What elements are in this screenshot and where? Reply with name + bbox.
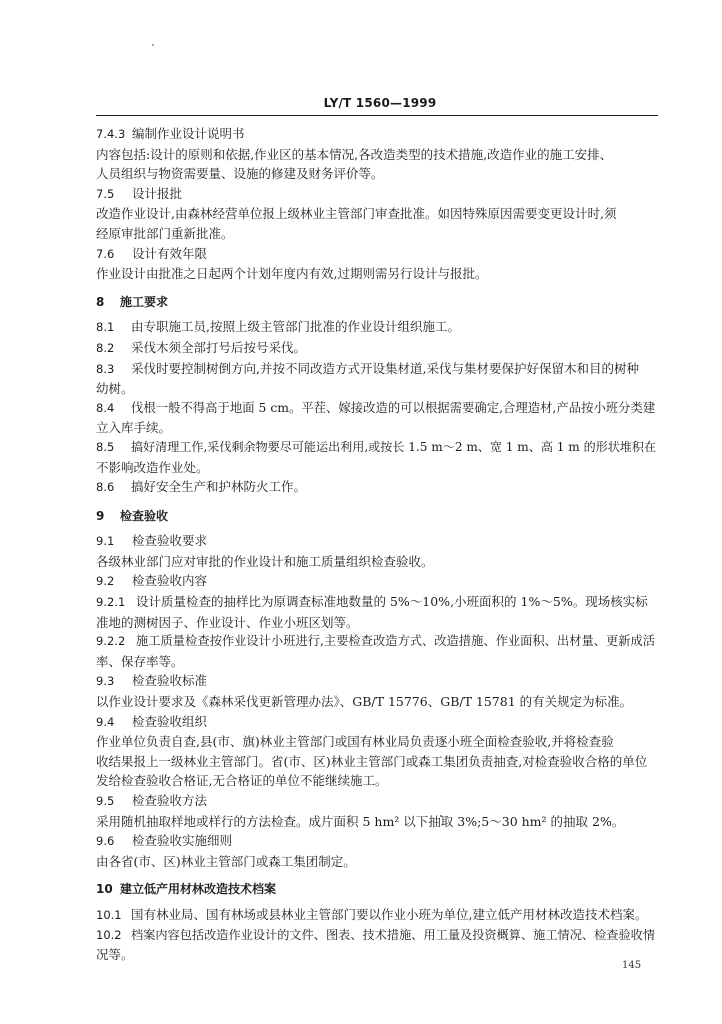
clause-body-line: 人员组织与物资需要量、设施的修建及财务评价等。	[96, 166, 384, 182]
item-number: 8.6	[96, 480, 115, 495]
item-number: 10.2	[96, 927, 122, 942]
item-text: 采伐时要控制树倒方向,并按不同改造方式开设集材道,采伐与集材要保护好保留木和目的树种	[131, 360, 639, 376]
section-number: 8	[96, 294, 105, 309]
list-item-8-4	[96, 399, 658, 419]
clause-number: 9.2.2	[96, 634, 126, 649]
clause-heading-9-1	[96, 531, 658, 552]
document-body	[96, 124, 658, 965]
clause-text: 施工质量检查按作业设计小班进行,主要检查改造方式、改造措施、作业面积、出材量、更新成活	[136, 634, 656, 649]
clause-title: 检查验收组织	[132, 713, 208, 729]
clause-heading-9-4	[96, 712, 658, 733]
list-item-8-6	[96, 477, 658, 498]
clause-text: 设计质量检查的抽样比为原调查标准地数量的 5%～10%,小班面积的 1%～5%。现场核实标	[136, 594, 648, 610]
item-number: 10.1	[96, 907, 122, 922]
clause-body-line: 以作业设计要求及《森林采伐更新管理办法》、GB/T 15776、GB/T 15781 的有关规定为标准。	[96, 694, 633, 710]
clause-body-line: 改造作业设计,由森林经营单位报上级林业主管部门审查批准。如因特殊原因需要变更设计时,须	[96, 206, 617, 222]
clause-heading-7-5	[96, 184, 658, 205]
clause-heading-7-4-3	[96, 124, 658, 145]
item-text: 伐根一般不得高于地面 5 cm。平茬、嫁接改造的可以根据需要确定,合理造材,产品按小班分类建	[131, 400, 656, 415]
clause-text-continued: 准地的测树因子、作业设计、作业小班区划等。	[96, 614, 359, 630]
item-text: 档案内容包括改造作业设计的文件、图表、技术措施、用工量及投资概算、施工情况、检查验收情	[131, 927, 656, 942]
header-rule	[96, 115, 658, 116]
clause-number: 9.6	[96, 834, 115, 849]
clause-title: 检查验收方法	[132, 793, 208, 808]
clause-body-line: 作业单位负责自查,县(市、旗)林业主管部门或国有林业局负责逐小班全面检查验收,并将检查验	[96, 734, 614, 750]
clause-title: 检查验收要求	[132, 533, 208, 549]
item-text-continued: 幼树。	[96, 381, 134, 397]
item-number: 8.3	[96, 361, 115, 376]
clause-body-line: 采用随机抽取样地或样行的方法检查。成片面积 5 hm² 以下抽取 3%;5～30 hm² 的抽取 2%。	[96, 813, 625, 829]
clause-heading-9-6	[96, 831, 658, 852]
list-item-8-2	[96, 338, 658, 359]
item-number: 8.2	[96, 340, 115, 355]
item-text: 搞好安全生产和护林防火工作。	[131, 479, 307, 495]
list-item-8-3	[96, 359, 658, 380]
clause-number: 9.3	[96, 674, 115, 689]
clause-heading-9-3	[96, 671, 658, 692]
item-text: 搞好清理工作,采伐剩余物要尽可能运出利用,或按长 1.5 m～2 m、宽 1 m、高 1 m 的形状堆积在	[131, 439, 657, 454]
item-text-continued: 立入库手续。	[96, 420, 172, 436]
clause-body-line: 经原审批部门重新批准。	[96, 225, 234, 241]
item-text-continued: 况等。	[96, 947, 134, 963]
section-title: 检查验收	[120, 508, 169, 523]
clause-number: 7.5	[96, 186, 115, 201]
list-item-8-1	[96, 317, 658, 338]
clause-body-line: 收结果报上一级林业主管部门。省(市、区)林业主管部门或森工集团负责抽查,对检查验收合格的单位	[96, 753, 648, 769]
clause-body-line: 各级林业部门应对审批的作业设计和施工质量组织检查验收。	[96, 553, 434, 569]
clause-title: 检查验收实施细则	[132, 833, 233, 849]
section-heading-9	[96, 507, 658, 527]
clause-9-2-2	[96, 632, 658, 652]
item-text: 采伐木须全部打号后按号采伐。	[131, 339, 307, 355]
item-number: 8.4	[96, 400, 115, 415]
clause-body-line: 发给检查验收合格证,无合格证的单位不能继续施工。	[96, 773, 388, 789]
clause-heading-9-5	[96, 791, 658, 812]
clause-title: 检查验收标准	[132, 673, 208, 689]
clause-number: 7.6	[96, 246, 115, 261]
scan-speck	[152, 44, 154, 46]
section-heading-10	[96, 880, 658, 900]
item-number: 8.5	[96, 439, 115, 454]
clause-body-line: 内容包括:设计的原则和依据,作业区的基本情况,各改造类型的技术措施,改造作业的施工安排、	[96, 146, 613, 162]
item-text: 由专职施工员,按照上级主管部门批准的作业设计组织施工。	[131, 319, 460, 335]
clause-number: 9.1	[96, 534, 115, 549]
section-number: 10	[96, 882, 113, 897]
clause-number: 7.4.3	[96, 127, 126, 141]
item-text: 国有林业局、国有林场或县林业主管部门要以作业小班为单位,建立低产用材林改造技术档案。	[131, 906, 648, 922]
clause-text-continued: 率、保存率等。	[96, 653, 184, 669]
clause-number: 9.5	[96, 794, 115, 808]
clause-title: 编制作业设计说明书	[132, 126, 245, 141]
list-item-10-1	[96, 905, 658, 926]
list-item-8-5	[96, 438, 658, 458]
clause-9-2-1	[96, 592, 658, 613]
clause-heading-9-2	[96, 571, 658, 592]
clause-number: 9.2	[96, 574, 115, 589]
section-number: 9	[96, 508, 105, 523]
clause-body-line: 由各省(市、区)林业主管部门或森工集团制定。	[96, 853, 356, 869]
clause-title: 检查验收内容	[132, 573, 208, 589]
section-heading-8	[96, 293, 658, 313]
standard-code-header: LY/T 1560—1999	[323, 96, 437, 110]
item-text-continued: 不影响改造作业处。	[96, 459, 209, 475]
section-title: 建立低产用材林改造技术档案	[120, 882, 277, 897]
list-item-10-2	[96, 926, 658, 946]
item-number: 8.1	[96, 320, 115, 335]
clause-title: 设计有效年限	[132, 245, 208, 261]
clause-title: 设计报批	[132, 185, 183, 201]
clause-body-line: 作业设计由批准之日起两个计划年度内有效,过期则需另行设计与报批。	[96, 266, 488, 282]
page-number: 145	[622, 960, 642, 971]
clause-number: 9.4	[96, 714, 115, 729]
clause-heading-7-6	[96, 244, 658, 265]
clause-number: 9.2.1	[96, 595, 126, 610]
section-title: 施工要求	[120, 294, 169, 309]
